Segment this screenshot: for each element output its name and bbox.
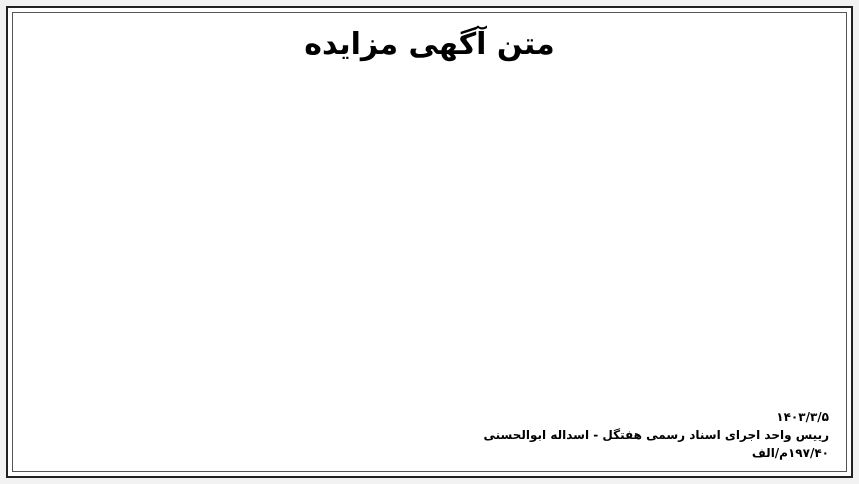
notice-title: متن آگهی مزایده xyxy=(304,27,555,62)
publication-date: ۱۴۰۳/۳/۵ xyxy=(776,410,829,424)
notice-footer xyxy=(409,408,829,462)
notice-body-area xyxy=(22,74,837,374)
signature-line: رییس واحد اجرای اسناد رسمی هفتگل - اسداله ابوالحسنی xyxy=(483,428,829,442)
auction-notice-page xyxy=(6,6,853,478)
reference-code: ۱۹۷/۴۰م/الف xyxy=(751,446,829,460)
